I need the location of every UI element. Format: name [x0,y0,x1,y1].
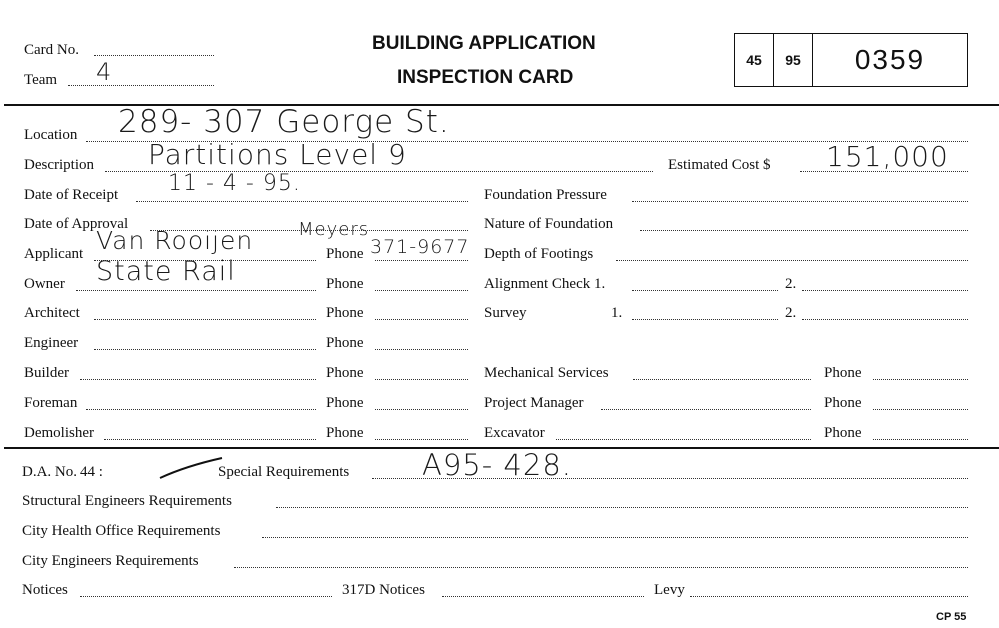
card-number-cell-2: 95 [774,34,813,86]
foreman-phone-label: Phone [326,395,364,411]
excavator-label: Excavator [484,425,545,441]
title-line-2: INSPECTION CARD [397,67,574,88]
location-label: Location [24,127,78,143]
nature-foundation-label: Nature of Foundation [484,216,614,232]
notices-label: Notices [22,582,68,598]
card-no-label: Card No. [24,42,79,58]
demolisher-phone-field[interactable] [375,439,468,440]
health-req-field[interactable] [262,537,968,538]
project-manager-field[interactable] [601,409,811,410]
builder-phone-label: Phone [326,365,364,381]
estimated-cost-label: Estimated Cost $ [668,157,771,173]
applicant-value: Van Rooijen [96,226,254,255]
applicant-label: Applicant [24,246,84,262]
builder-label: Builder [24,365,69,381]
team-field[interactable] [68,85,214,86]
nature-foundation-field[interactable] [640,230,968,231]
foreman-label: Foreman [24,395,78,411]
structural-req-field[interactable] [276,507,968,508]
survey-label: Survey [484,305,527,321]
notices-field[interactable] [80,596,332,597]
date-receipt-field[interactable] [136,201,468,202]
alignment-check-2-label: 2. [785,276,797,292]
date-receipt-value: 11 - 4 - 95. [168,171,301,196]
engineer-field[interactable] [94,349,316,350]
builder-phone-field[interactable] [375,379,468,380]
da-no-label: D.A. No. [22,464,77,480]
foundation-pressure-field[interactable] [632,201,968,202]
architect-field[interactable] [94,319,316,320]
owner-value: State Rail [96,256,236,287]
team-label: Team [24,72,58,88]
applicant-phone-value: 371-9677 [370,236,470,258]
da-no-value: 44 : [80,464,103,480]
owner-phone-label: Phone [326,276,364,292]
special-req-label: Special Requirements [218,464,350,480]
owner-label: Owner [24,276,65,292]
alignment-check-1-field[interactable] [632,290,778,291]
levy-field[interactable] [690,596,968,597]
health-req-label: City Health Office Requirements [22,523,221,539]
survey-1-label: 1. [611,305,623,321]
estimated-cost-value: 151,000 [826,140,949,173]
alignment-check-2-field[interactable] [802,290,968,291]
engineer-phone-label: Phone [326,335,364,351]
date-approval-label: Date of Approval [24,216,129,232]
notices-317d-field[interactable] [442,596,644,597]
owner-field[interactable] [76,290,316,291]
demolisher-phone-label: Phone [326,425,364,441]
team-value: 4 [96,58,113,86]
excavator-phone-field[interactable] [873,439,968,440]
engineer-phone-field[interactable] [375,349,468,350]
survey-2-field[interactable] [802,319,968,320]
applicant-note: Meyers [298,219,370,240]
foundation-pressure-label: Foundation Pressure [484,187,607,203]
mechanical-phone-label: Phone [824,365,862,381]
builder-field[interactable] [80,379,316,380]
city-eng-req-label: City Engineers Requirements [22,553,199,569]
structural-req-label: Structural Engineers Requirements [22,493,232,509]
card-number-cell-1: 45 [735,34,774,86]
owner-phone-field[interactable] [375,290,468,291]
title-line-1: BUILDING APPLICATION [372,33,596,54]
notices-317d-label: 317D Notices [342,582,425,598]
city-eng-req-field[interactable] [234,567,968,568]
project-manager-phone-field[interactable] [873,409,968,410]
location-value: 289- 307 George St. [118,104,450,140]
architect-label: Architect [24,305,80,321]
survey-1-field[interactable] [632,319,778,320]
project-manager-label: Project Manager [484,395,584,411]
card-number-box [734,33,968,87]
card-number-cell-3: 0359 [854,44,926,75]
mechanical-phone-field[interactable] [873,379,968,380]
demolisher-label: Demolisher [24,425,94,441]
form-code: CP 55 [936,611,967,623]
project-manager-phone-label: Phone [824,395,862,411]
depth-footings-field[interactable] [616,260,968,261]
excavator-field[interactable] [556,439,811,440]
levy-label: Levy [654,582,685,598]
architect-phone-field[interactable] [375,319,468,320]
mechanical-label: Mechanical Services [484,365,609,381]
applicant-phone-label: Phone [326,246,364,262]
alignment-check-label: Alignment Check 1. [484,276,606,292]
card-no-field[interactable] [94,55,214,56]
date-receipt-label: Date of Receipt [24,187,119,203]
description-label: Description [24,157,94,173]
depth-footings-label: Depth of Footings [484,246,594,262]
survey-2-label: 2. [785,305,797,321]
architect-phone-label: Phone [326,305,364,321]
checkmark-stroke [156,454,226,482]
description-value: Partitions Level 9 [148,138,407,171]
excavator-phone-label: Phone [824,425,862,441]
foreman-field[interactable] [86,409,316,410]
applicant-phone-field[interactable] [375,260,468,261]
engineer-label: Engineer [24,335,79,351]
foreman-phone-field[interactable] [375,409,468,410]
demolisher-field[interactable] [104,439,316,440]
mechanical-field[interactable] [633,379,811,380]
special-req-value: A95- 428. [422,448,572,482]
